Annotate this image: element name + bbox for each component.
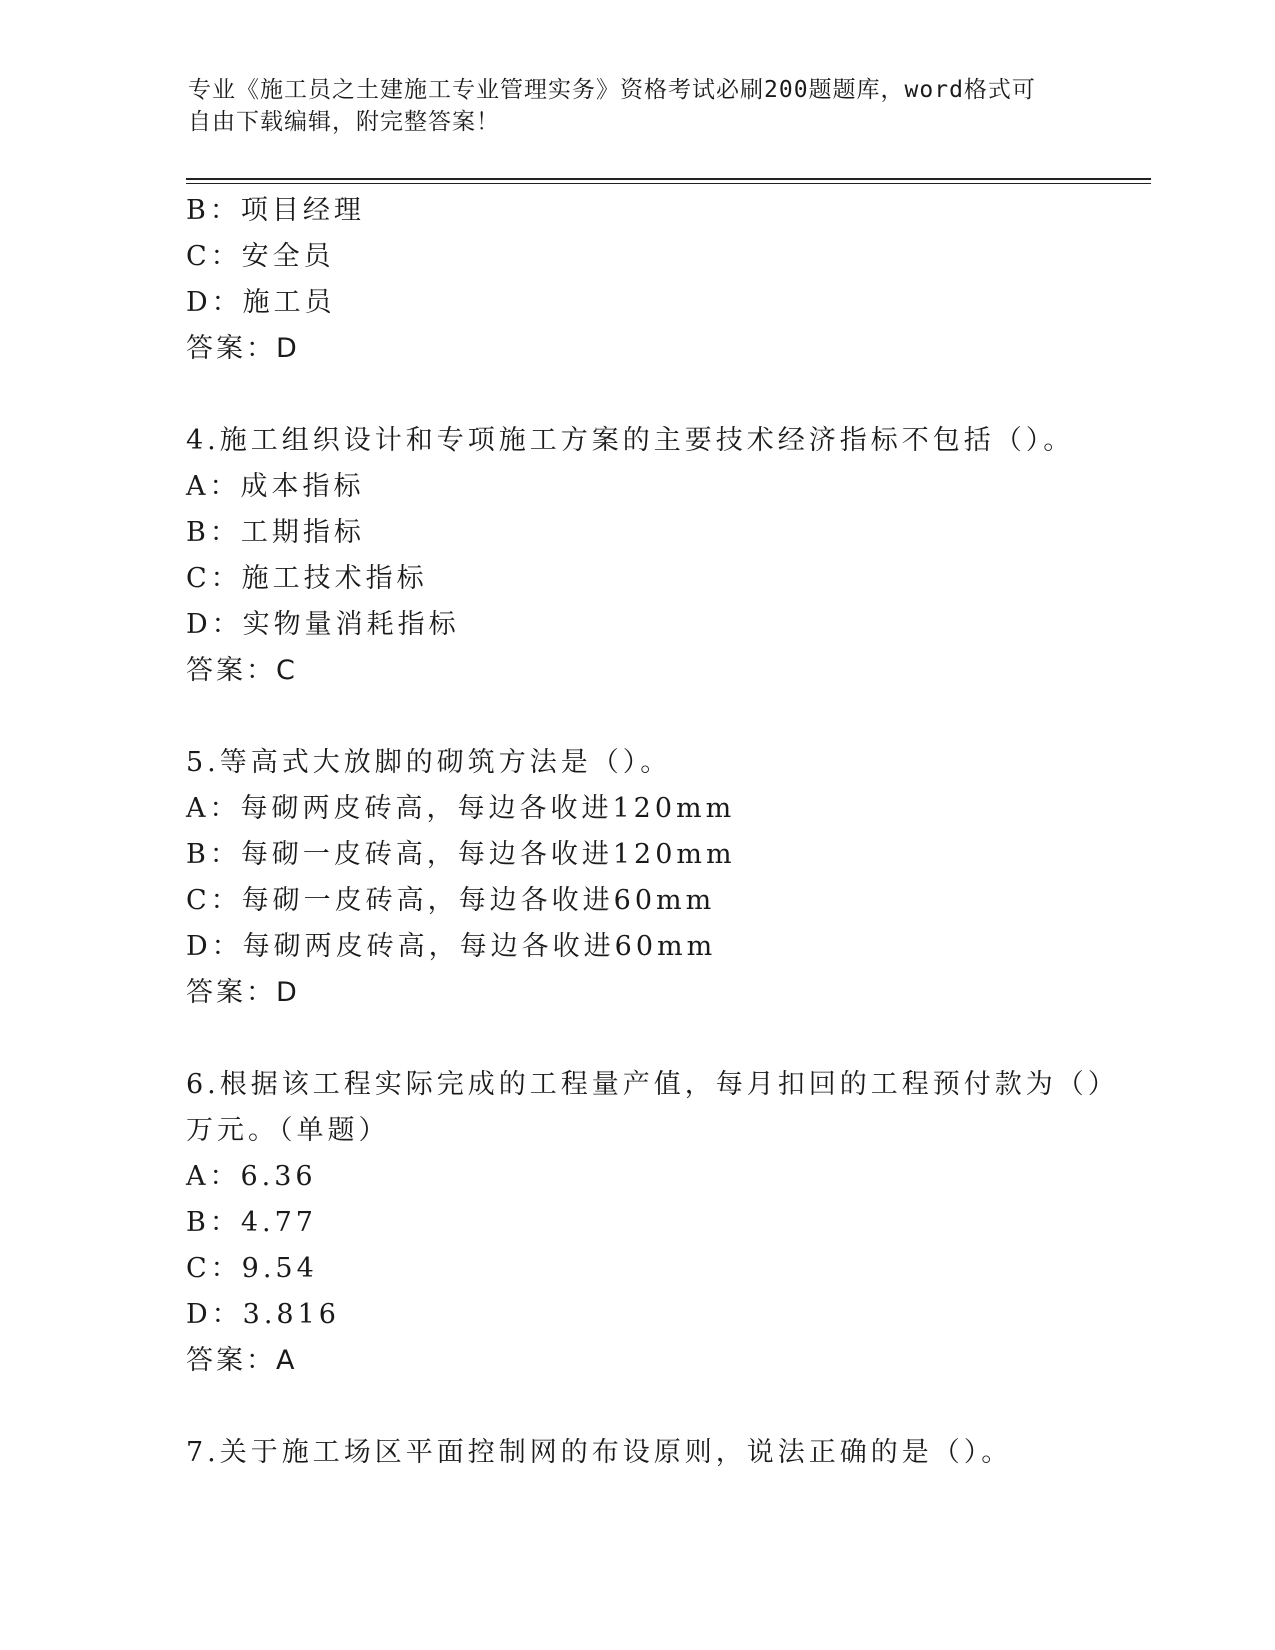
answer-line: 答案：D — [186, 977, 300, 1008]
option-c: C：每砌一皮砖高，每边各收进60mm — [186, 885, 716, 916]
option-d: D：实物量消耗指标 — [186, 609, 460, 640]
answer-line: 答案：D — [186, 333, 300, 364]
question-text: 6.根据该工程实际完成的工程量产值，每月扣回的工程预付款为（） — [186, 1069, 1119, 1100]
option-a: A：每砌两皮砖高，每边各收进120mm — [186, 793, 736, 824]
block-spacer — [186, 1384, 1146, 1430]
question-text: 7.关于施工场区平面控制网的布设原则，说法正确的是（）。 — [186, 1437, 1013, 1468]
document-header — [188, 74, 1068, 138]
option-b: B：工期指标 — [186, 517, 365, 548]
option-c: C：施工技术指标 — [186, 563, 428, 594]
question-block — [186, 1062, 1146, 1384]
answer-line: 答案：A — [186, 1345, 298, 1376]
question-block — [186, 418, 1146, 694]
option-d: D：每砌两皮砖高，每边各收进60mm — [186, 931, 717, 962]
question-block — [186, 188, 1146, 372]
question-text-continued: 万元。（单题） — [186, 1115, 390, 1146]
question-text: 4.施工组织设计和专项施工方案的主要技术经济指标不包括（）。 — [186, 425, 1075, 456]
option-a: A：6.36 — [186, 1161, 317, 1192]
header-rule-thin — [186, 183, 1151, 184]
header-title-line-1: 专业《施工员之土建施工专业管理实务》资格考试必刷200题题库，word格式可 — [188, 77, 1036, 103]
question-text: 5.等高式大放脚的砌筑方法是（）。 — [186, 747, 672, 778]
answer-line: 答案：C — [186, 655, 298, 686]
option-a: A：成本指标 — [186, 471, 365, 502]
question-list — [186, 188, 1146, 1476]
option-b: B：项目经理 — [186, 195, 365, 226]
header-rule-thick — [186, 178, 1151, 180]
block-spacer — [186, 694, 1146, 740]
question-block — [186, 740, 1146, 1016]
option-d: D：施工员 — [186, 287, 336, 318]
block-spacer — [186, 1016, 1146, 1062]
question-block — [186, 1430, 1146, 1476]
option-b: B：每砌一皮砖高，每边各收进120mm — [186, 839, 736, 870]
option-c: C：9.54 — [186, 1253, 318, 1284]
header-title-line-2: 自由下载编辑，附完整答案！ — [188, 109, 500, 135]
option-c: C：安全员 — [186, 241, 335, 272]
option-d: D：3.816 — [186, 1299, 340, 1330]
option-b: B：4.77 — [186, 1207, 317, 1238]
block-spacer — [186, 372, 1146, 418]
